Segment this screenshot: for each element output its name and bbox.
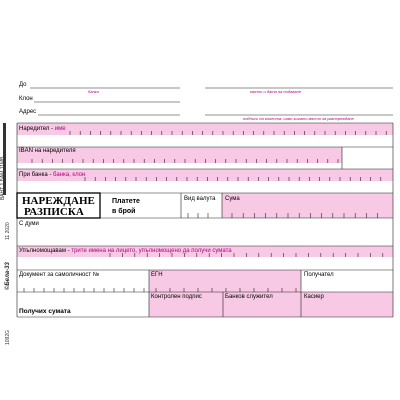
received-label: Получих сумата	[19, 308, 71, 315]
side-strip	[0, 123, 11, 345]
svg-text:При банка - банка, клон	[19, 172, 85, 178]
amount-label: Сума	[225, 196, 240, 202]
egn-field[interactable]	[149, 270, 301, 292]
bank-hint: банка, клон	[53, 172, 86, 178]
amount-field[interactable]	[222, 193, 393, 218]
cashier-label: Касиер	[304, 294, 324, 300]
svg-text:Упълномощавам - трите имена на	[19, 248, 232, 254]
form-code: 11 2020	[5, 222, 11, 240]
title-line1: НАРЕЖДАНЕ	[22, 195, 95, 207]
pay-line1: Платете	[112, 198, 140, 205]
egn-label: ЕГН	[151, 272, 163, 278]
to-label: До	[19, 82, 27, 88]
address-label: Адрес	[19, 109, 37, 115]
signature-caption: подпись на клиента, само когато място за разпореждане	[243, 116, 354, 121]
recipient-label: Получател	[304, 272, 334, 278]
authorized-label: Упълномощавам -	[19, 248, 72, 254]
id-document-label: Документ за самоличност №	[19, 272, 100, 278]
bank-label: При банка -	[19, 172, 54, 178]
branch-label: Клон	[19, 96, 33, 102]
bank-clerk-label: Банков служител	[225, 294, 273, 300]
serial-text: ВАНТ 1 БАМ 11МВ	[0, 156, 6, 200]
authorized-hint: трите имена на лицето, упълномощено да получи сумата	[71, 248, 232, 254]
ordering-hint: име	[54, 126, 66, 132]
ordering-label: Наредител -	[19, 126, 55, 132]
form-grid	[17, 123, 393, 317]
publisher-brand: ©Бела-33	[5, 262, 11, 290]
form-number: 1092G	[5, 329, 11, 345]
control-label: Контролен подпис	[151, 294, 202, 300]
svg-text:Наредител - име	[19, 126, 66, 132]
pay-line2: в брой	[112, 208, 136, 215]
title-line2: РАЗПИСКА	[24, 206, 84, 218]
currency-label: Вид валута	[184, 196, 216, 202]
bank-caption: банка	[88, 89, 99, 94]
ordering-field[interactable]	[17, 123, 393, 135]
iban-label: IBAN на наредителя	[19, 148, 76, 154]
place-date-caption: място и дата на подаване	[250, 89, 301, 94]
amount-words-field[interactable]	[17, 218, 393, 239]
words-label: С думи	[19, 221, 39, 227]
